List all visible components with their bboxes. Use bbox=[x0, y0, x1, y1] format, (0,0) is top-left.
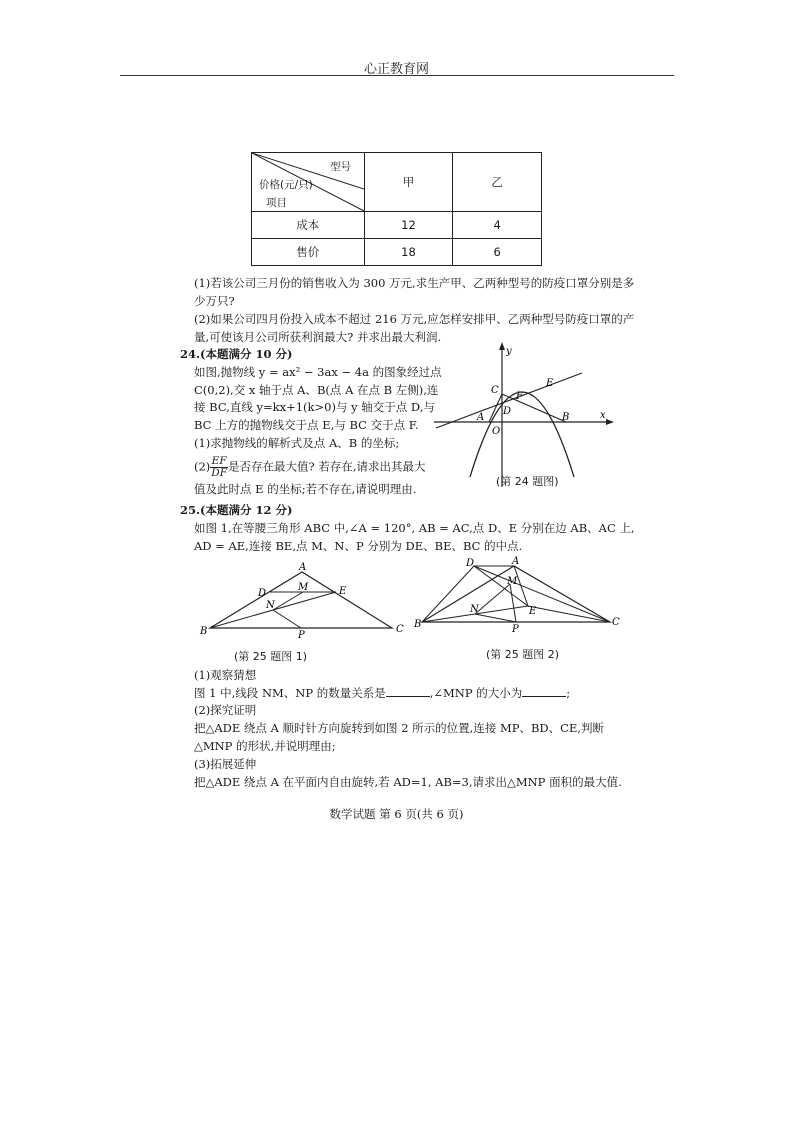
label-o: O bbox=[492, 426, 501, 437]
triangle-abc bbox=[210, 572, 392, 628]
table-row bbox=[252, 239, 542, 266]
label-x: x bbox=[600, 410, 606, 421]
q24-parabola-figure bbox=[432, 342, 616, 492]
x-axis-arrow bbox=[606, 419, 614, 425]
answer-blank-2 bbox=[522, 686, 566, 697]
diag-type: 型号 bbox=[330, 161, 351, 173]
q25-sub1-b: ,∠MNP 的大小为 bbox=[429, 686, 523, 700]
fig2-label-c: C bbox=[612, 617, 620, 628]
q25-line: 如图 1,在等腰三角形 ABC 中,∠A = 120°, AB = AC,点 D、E 分别在边 AB、AC 上, bbox=[194, 521, 635, 535]
label-f: F bbox=[516, 391, 523, 402]
price-table bbox=[251, 152, 542, 266]
segment-np bbox=[273, 610, 301, 628]
segment-bc bbox=[502, 394, 566, 422]
q24-line: 如图,抛物线 y = ax² − 3ax − 4a 的图象经过点 bbox=[194, 365, 442, 379]
q23-part2-line1: (2)如果公司四月份投入成本不超过 216 万元,应怎样安排甲、乙两种型号防疫口罩的产 bbox=[194, 312, 635, 326]
q25-sub1-a: 图 1 中,线段 NM、NP 的数量关系是 bbox=[194, 686, 386, 700]
fig2-label-e: E bbox=[529, 606, 537, 617]
q25-figure-2 bbox=[412, 554, 624, 636]
fig1-label-d: D bbox=[258, 588, 267, 599]
label-d: D bbox=[503, 406, 512, 417]
label-c: C bbox=[491, 385, 499, 396]
q24-part2 bbox=[194, 456, 426, 479]
frac-num: EF bbox=[211, 455, 227, 467]
q25-sub3-line1: 把△ADE 绕点 A 在平面内自由旋转,若 AD=1, AB=3,请求出△MNP 面积的最大值. bbox=[194, 775, 622, 789]
segment-bd bbox=[422, 566, 474, 622]
q25-sub1-c: ; bbox=[566, 686, 571, 700]
segment-dc bbox=[474, 566, 610, 622]
label-e: E bbox=[546, 378, 554, 389]
fig2-label-a: A bbox=[512, 556, 520, 567]
q25-sub2-title: (2)探究证明 bbox=[194, 703, 257, 717]
fig1-label-n: N bbox=[266, 600, 275, 611]
fig1-label-p: P bbox=[298, 630, 305, 641]
fig1-label-c: C bbox=[396, 624, 404, 635]
triangle-abc-2 bbox=[422, 566, 610, 622]
q25-sub1-text bbox=[194, 686, 570, 701]
fig2-label-d: D bbox=[466, 558, 475, 569]
table-diagonal-header bbox=[252, 153, 365, 212]
fig1-label-m: M bbox=[298, 582, 309, 593]
cell-value: 12 bbox=[364, 212, 453, 239]
fig1-label-e: E bbox=[339, 586, 347, 597]
q24-line: 接 BC,直线 y=kx+1(k>0)与 y 轴交于点 D,与 bbox=[194, 400, 435, 414]
q25-line: AD = AE,连接 BE,点 M、N、P 分别为 DE、BE、BC 的中点. bbox=[194, 539, 523, 553]
q24-part2-text: 是否存在最大值? 若存在,请求出其最大 bbox=[228, 459, 426, 474]
cell-value: 4 bbox=[453, 212, 542, 239]
page-footer: 数学试题 第 6 页(共 6 页) bbox=[329, 807, 464, 821]
diag-price: 价格(元/只) bbox=[259, 179, 313, 191]
frac-den: DF bbox=[211, 467, 228, 479]
row-label: 售价 bbox=[252, 239, 365, 266]
segment-mp bbox=[510, 584, 516, 622]
q23-part1-line2: 少万只? bbox=[194, 294, 235, 308]
site-header: 心正教育网 bbox=[363, 62, 429, 77]
cell-value: 6 bbox=[453, 239, 542, 266]
q25-title: 25.(本题满分 12 分) bbox=[180, 503, 293, 517]
q24-line: C(0,2),交 x 轴于点 A、B(点 A 在点 B 左侧),连 bbox=[194, 383, 439, 397]
fig2-label-p: P bbox=[512, 624, 519, 635]
q25-caption-1: (第 25 题图 1) bbox=[234, 650, 308, 663]
q24-caption: (第 24 题图) bbox=[496, 475, 559, 488]
segment-nm bbox=[273, 592, 303, 610]
q25-caption-2: (第 25 题图 2) bbox=[486, 648, 560, 661]
q24-title: 24.(本题满分 10 分) bbox=[180, 347, 293, 361]
cell-value: 18 bbox=[364, 239, 453, 266]
q24-part2-prefix: (2) bbox=[194, 459, 211, 474]
fig2-label-m: M bbox=[507, 576, 518, 587]
y-axis-arrow bbox=[499, 342, 505, 350]
row-label: 成本 bbox=[252, 212, 365, 239]
q25-sub3-title: (3)拓展延伸 bbox=[194, 757, 257, 771]
diag-item: 项目 bbox=[266, 197, 287, 209]
q24-line: 值及此时点 E 的坐标;若不存在,请说明理由. bbox=[194, 482, 417, 496]
q25-sub2-line1: 把△ADE 绕点 A 顺时针方向旋转到如图 2 所示的位置,连接 MP、BD、CE,判断 bbox=[194, 721, 605, 735]
q25-sub1-title: (1)观察猜想 bbox=[194, 668, 257, 682]
answer-blank-1 bbox=[386, 686, 430, 697]
header-divider bbox=[120, 75, 674, 76]
label-b: B bbox=[562, 412, 570, 423]
label-y: y bbox=[506, 346, 512, 357]
ef-df-fraction bbox=[210, 456, 228, 479]
col-header-b: 乙 bbox=[453, 153, 542, 212]
fig2-label-n: N bbox=[470, 604, 479, 615]
col-header-a: 甲 bbox=[364, 153, 453, 212]
q25-sub2-line2: △MNP 的形状,并说明理由; bbox=[194, 739, 336, 753]
label-a: A bbox=[477, 412, 485, 423]
q23-part2-line2: 量,可使该月公司所获利润最大? 并求出最大利润. bbox=[194, 330, 442, 344]
fig1-label-b: B bbox=[200, 626, 208, 637]
q23-part1-line1: (1)若该公司三月份的销售收入为 300 万元,求生产甲、乙两种型号的防疫口罩分别是多 bbox=[194, 276, 635, 290]
parabola-curve bbox=[470, 392, 574, 477]
q24-line: BC 上方的抛物线交于点 E,与 BC 交于点 F. bbox=[194, 418, 419, 432]
q25-figure-1 bbox=[196, 560, 412, 642]
segment-np-2 bbox=[475, 614, 516, 622]
segment-ce bbox=[528, 606, 610, 622]
fig1-label-a: A bbox=[299, 562, 307, 573]
q24-line: (1)求抛物线的解析式及点 A、B 的坐标; bbox=[194, 436, 400, 450]
table-row bbox=[252, 212, 542, 239]
fig2-label-b: B bbox=[414, 619, 422, 630]
